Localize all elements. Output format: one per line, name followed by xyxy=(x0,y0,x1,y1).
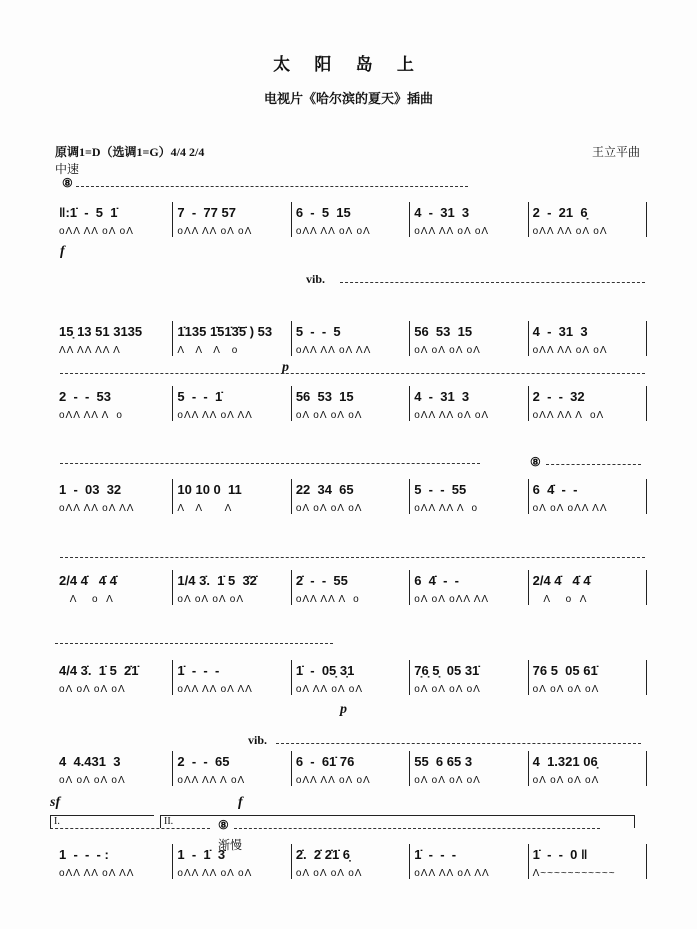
score-line xyxy=(55,660,647,695)
song-subtitle: 电视片《哈尔滨的夏天》插曲 xyxy=(263,91,433,106)
octave-mark: ⑧ xyxy=(62,176,73,190)
articulation-marks: Λ Λ Λ o xyxy=(177,345,239,356)
measure-notes: 6 4̇ - - xyxy=(532,482,578,497)
articulation-marks: oΛ oΛ oΛ oΛ xyxy=(532,684,600,695)
articulation-marks: oΛ ΛΛ oΛ oΛ xyxy=(295,684,364,695)
measure-notes: 4 - 31 3 xyxy=(414,205,470,220)
measure-notes: 2 - - 32 xyxy=(532,389,585,404)
measure-notes: 56 53 15 xyxy=(295,389,354,404)
tempo-marking: 中速 xyxy=(55,162,80,176)
dynamic-f: f xyxy=(238,795,243,810)
measure-notes: 56 53 15 xyxy=(414,324,473,339)
measure xyxy=(55,202,172,237)
measure-notes: 2̇. 2̇ 2̇1̇ 6̣ xyxy=(295,847,351,862)
measure xyxy=(55,479,172,514)
articulation-marks: oΛ oΛ oΛ oΛ xyxy=(295,868,363,879)
measure-notes: 2/4 4̇ 4̇ 4̇ xyxy=(59,573,117,588)
vibrato-mark: vib. xyxy=(248,733,268,747)
octave-line xyxy=(50,828,210,829)
measure xyxy=(409,751,527,786)
score-line xyxy=(55,202,647,237)
measure xyxy=(291,751,409,786)
articulation-marks: oΛΛ ΛΛ oΛ ΛΛ xyxy=(295,345,372,356)
vibrato-line xyxy=(60,557,645,558)
measure-notes: 4 1.321 06̣ xyxy=(532,754,598,769)
articulation-marks: oΛΛ ΛΛ oΛ oΛ xyxy=(177,226,253,237)
articulation-marks: oΛΛ ΛΛ oΛ oΛ xyxy=(532,226,608,237)
measure xyxy=(291,570,409,605)
measure xyxy=(528,386,647,421)
measure xyxy=(291,844,409,879)
measure-notes: 10 10 0 11 xyxy=(177,482,242,497)
measure xyxy=(409,479,527,514)
measure xyxy=(409,321,527,356)
score-line xyxy=(55,321,647,356)
articulation-marks: oΛ oΛ oΛ oΛ xyxy=(414,775,481,786)
measure xyxy=(528,479,647,514)
octave-mark: ⑧ xyxy=(530,455,541,469)
articulation-marks: ΛΛ ΛΛ ΛΛ Λ xyxy=(59,345,121,356)
articulation-marks: oΛ oΛ oΛ oΛ xyxy=(295,410,363,421)
measure xyxy=(55,570,172,605)
measure-notes: 15̣ 13 51 3135 xyxy=(59,324,143,339)
measure-notes: 1 - - - : xyxy=(59,847,109,862)
measure xyxy=(528,751,647,786)
measure xyxy=(291,660,409,695)
measure xyxy=(172,386,290,421)
articulation-marks: oΛΛ ΛΛ oΛ ΛΛ xyxy=(414,868,490,879)
volta-2: II. xyxy=(160,815,635,828)
measure xyxy=(172,660,290,695)
octave-line xyxy=(546,464,641,465)
articulation-marks: oΛΛ ΛΛ Λ o xyxy=(295,594,360,605)
measure-notes: 2 - 21 6̣ xyxy=(532,205,588,220)
articulation-marks: oΛΛ ΛΛ Λ o xyxy=(414,503,479,514)
vibrato-line xyxy=(276,743,641,744)
articulation-marks: oΛΛ ΛΛ oΛ oΛ xyxy=(414,226,490,237)
articulation-marks: oΛ oΛ oΛ oΛ xyxy=(177,594,245,605)
measure xyxy=(291,386,409,421)
articulation-marks: oΛΛ ΛΛ oΛ oΛ xyxy=(59,226,134,237)
score-line xyxy=(55,570,647,605)
articulation-marks: oΛΛ ΛΛ Λ o xyxy=(59,410,123,421)
measure-notes: 1̇ - - - xyxy=(414,847,457,862)
measure xyxy=(528,321,647,356)
articulation-marks: oΛΛ ΛΛ oΛ oΛ xyxy=(532,345,608,356)
measure xyxy=(528,202,647,237)
measure-notes: 6 - 5 15 xyxy=(295,205,351,220)
measure xyxy=(55,386,172,421)
dynamic-sf: sf xyxy=(50,795,61,810)
measure xyxy=(172,202,290,237)
measure-notes: 6 4̇ - - xyxy=(414,573,460,588)
measure-notes: 76 5 05 61̇ xyxy=(532,663,598,678)
measure-notes: 2 - - 53 xyxy=(59,389,112,404)
measure xyxy=(528,660,647,695)
measure xyxy=(55,844,172,879)
articulation-marks: oΛ oΛ oΛ oΛ xyxy=(59,684,126,695)
articulation-marks: oΛΛ ΛΛ oΛ ΛΛ xyxy=(59,868,135,879)
articulation-marks: oΛ oΛ oΛ oΛ xyxy=(414,345,481,356)
measure xyxy=(409,844,527,879)
dynamic-f: f xyxy=(60,244,65,259)
articulation-marks: Λ~~~~~~~~~~~ xyxy=(532,868,616,879)
articulation-marks: oΛ oΛ oΛ oΛ xyxy=(414,684,481,695)
articulation-marks: oΛ oΛ oΛΛ ΛΛ xyxy=(532,503,608,514)
ritardando-mark: 渐慢 xyxy=(218,838,243,852)
vibrato-mark: vib. xyxy=(306,272,326,286)
volta-1: I. xyxy=(50,815,154,828)
dynamic-p: p xyxy=(282,360,289,375)
measure-notes: 2̇ - - 55 xyxy=(295,573,348,588)
measure-notes: 1̇ - - 0 ‖ xyxy=(532,847,588,862)
articulation-marks: oΛΛ ΛΛ Λ oΛ xyxy=(177,775,246,786)
articulation-marks: oΛΛ ΛΛ Λ oΛ xyxy=(532,410,605,421)
measure-notes: 5 - - 5 xyxy=(295,324,341,339)
octave-line xyxy=(76,186,468,187)
score-line xyxy=(55,386,647,421)
measure-notes: 1̇ - - - xyxy=(177,663,220,678)
octave-line xyxy=(234,828,600,829)
measure xyxy=(409,386,527,421)
vibrato-line xyxy=(60,373,645,374)
vibrato-line xyxy=(340,282,645,283)
key-signature: 原调1=D（选调1=G）4/4 2/4 xyxy=(55,145,205,159)
measure xyxy=(55,660,172,695)
articulation-marks: oΛΛ ΛΛ oΛ ΛΛ xyxy=(177,684,253,695)
measure xyxy=(409,202,527,237)
composer: 王立平曲 xyxy=(592,145,641,159)
measure xyxy=(55,751,172,786)
measure-notes: 4 4.431 3 xyxy=(59,754,121,769)
articulation-marks: Λ o Λ xyxy=(532,594,588,605)
octave-mark: ⑧ xyxy=(218,818,229,832)
measure-notes: 1 - 1̇ 3̇ xyxy=(177,847,226,862)
measure xyxy=(291,479,409,514)
measure-notes: ‖:1̇ - 5 1̇ xyxy=(59,205,118,220)
song-title: 太 阳 岛 上 xyxy=(273,55,424,74)
measure-notes: 2/4 4̇ 4̇ 4̇ xyxy=(532,573,591,588)
measure-notes: 5 - - 55 xyxy=(414,482,467,497)
measure-notes: 4 - 31 3 xyxy=(414,389,470,404)
measure-notes: 7̣6̣ 5̣ 05 31̇ xyxy=(414,663,480,678)
measure xyxy=(172,844,290,879)
articulation-marks: oΛ oΛ oΛ oΛ xyxy=(59,775,126,786)
dynamic-p: p xyxy=(340,702,347,717)
score-line xyxy=(55,751,647,786)
measure xyxy=(528,844,647,879)
articulation-marks: oΛΛ ΛΛ oΛ oΛ xyxy=(295,226,371,237)
articulation-marks: oΛΛ ΛΛ oΛ ΛΛ xyxy=(59,503,135,514)
measure xyxy=(528,570,647,605)
articulation-marks: Λ Λ Λ xyxy=(177,503,233,514)
measure xyxy=(172,479,290,514)
measure-notes: 1/4 3̇. 1̇ 5 3̇2̇ xyxy=(177,573,257,588)
measure xyxy=(291,321,409,356)
articulation-marks: oΛΛ ΛΛ oΛ oΛ xyxy=(177,868,253,879)
measure-notes: 7 - 77 57 xyxy=(177,205,236,220)
measure xyxy=(409,570,527,605)
articulation-marks: oΛΛ ΛΛ oΛ oΛ xyxy=(295,775,371,786)
articulation-marks: oΛ oΛ oΛ oΛ xyxy=(295,503,363,514)
score-line xyxy=(55,479,647,514)
measure-notes: 1̇ - 05̣ 3̣1 xyxy=(295,663,355,678)
vibrato-line xyxy=(55,643,333,644)
articulation-marks: Λ o Λ xyxy=(59,594,114,605)
measure xyxy=(291,202,409,237)
measure-notes: 2 - - 65 xyxy=(177,754,230,769)
articulation-marks: oΛΛ ΛΛ oΛ oΛ xyxy=(414,410,490,421)
measure xyxy=(409,660,527,695)
measure xyxy=(172,570,290,605)
articulation-marks: oΛ oΛ oΛ oΛ xyxy=(532,775,600,786)
measure-notes: 4 - 31 3 xyxy=(532,324,588,339)
measure-notes: 1 - 03 32 xyxy=(59,482,122,497)
measure xyxy=(172,321,290,356)
measure xyxy=(55,321,172,356)
measure xyxy=(172,751,290,786)
articulation-marks: oΛ oΛ oΛΛ ΛΛ xyxy=(414,594,490,605)
measure-notes: 4/4 3̇. 1̇ 5 2̇1̇ xyxy=(59,663,139,678)
measure-notes: 6 - 61̇ 76 xyxy=(295,754,355,769)
vibrato-line xyxy=(60,463,480,464)
measure-notes: 1̇135 1̇51̇3̇5̇ ) 53 xyxy=(177,324,273,339)
score-line xyxy=(55,844,647,879)
measure-notes: 5 - - 1̇ xyxy=(177,389,223,404)
articulation-marks: oΛΛ ΛΛ oΛ ΛΛ xyxy=(177,410,253,421)
measure-notes: 55 6 65 3 xyxy=(414,754,473,769)
measure-notes: 22 34 65 xyxy=(295,482,354,497)
